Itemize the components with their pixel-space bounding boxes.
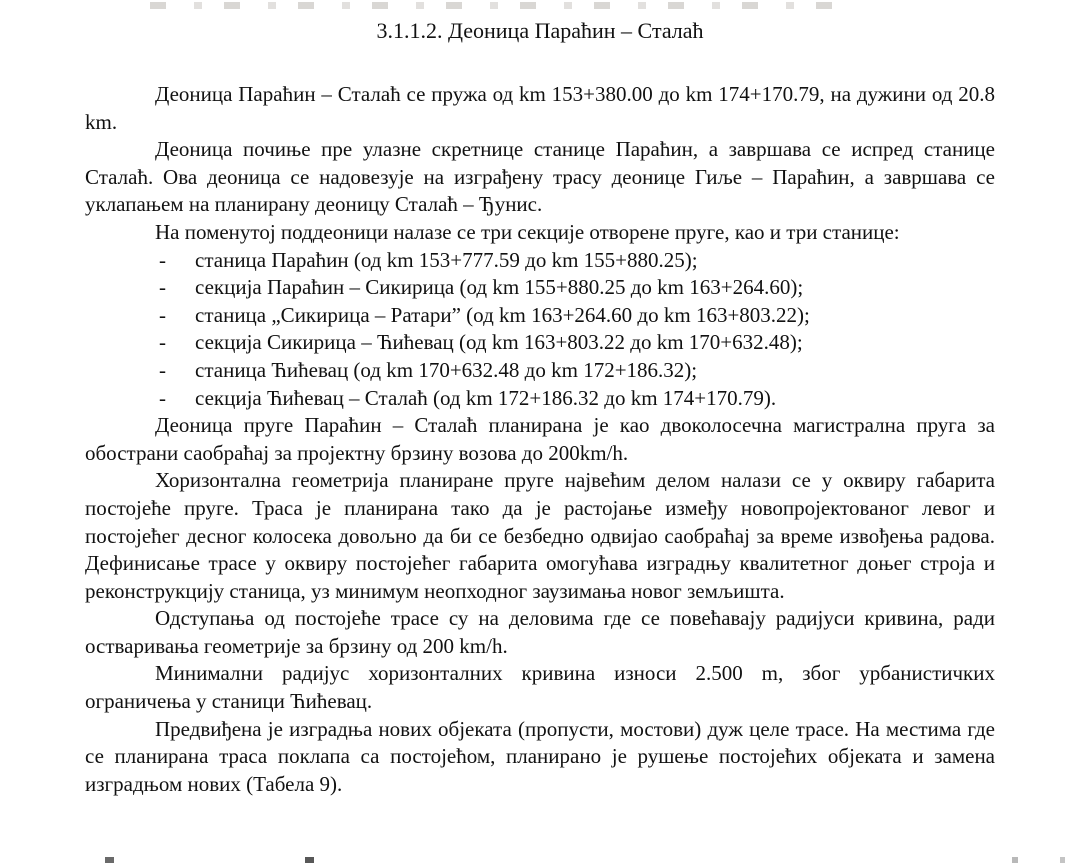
list-item-marker: - (159, 385, 166, 410)
list-item (159, 385, 995, 413)
paragraph-intro-1: Деоница Параћин – Сталаћ се пружа од km 153+380.00 до km 174+170.79, на дужини од 20.8 km. (85, 82, 995, 134)
paragraph-intro-3: На поменутој поддеоници налазе се три секције отворене пруге, као и три станице: (155, 219, 900, 244)
paragraph-body-1: Деоница пруге Параћин – Сталаћ планирана је као двоколосечна магистрална пруга за обострани саобраћај за пројектну брзину возова до 200km/h. (85, 413, 995, 465)
cropped-text-remnant-bottom (0, 857, 1080, 863)
list-item (159, 302, 995, 330)
paragraph-body-3: Одступања од постојеће трасе су на деловима где се повећавају радијуси кривина, ради остваривања геометрије за брзину од 200 km/h. (85, 606, 995, 658)
list-item-marker: - (159, 275, 166, 300)
text-speck (105, 857, 114, 863)
list-item-marker: - (159, 330, 166, 355)
list-item (159, 274, 995, 302)
paragraph-intro-2: Деоница почиње пре улазне скретнице станице Параћин, а завршава се испред станице Сталаћ. Ова деоница се надовезује на изграђену трасу деонице Гиље – Параћин, а завршава се уклапањем на планирану деоницу Сталаћ – Ђунис. (85, 137, 995, 217)
text-speck (1012, 857, 1018, 863)
list-item-marker: - (159, 357, 166, 382)
list-item (159, 357, 995, 385)
paragraph-body-2: Хоризонтална геометрија планиране пруге највећим делом налази се у оквиру габарита постојеће пруге. Траса је планирана тако да је растојање између новопројектованог левог и постојећег десног колосека довољно да би се безбедно одвијао саобраћај за време извођења радова. Дефинисање трасе у оквиру постојећег габарита омогућава изградњу квалитетног доњег строја и реконструкцију станица, уз минимум неопходног заузимања новог земљишта. (85, 468, 995, 603)
document-content (85, 0, 995, 798)
list-item-marker: - (159, 302, 166, 327)
paragraph-body-5: Предвиђена је изградња нових објеката (пропусти, мостови) дуж целе трасе. На местима где се планирана траса поклапа са постојећом, планирано је рушење постојећих објеката и замена изградњом нових (Табела 9). (85, 716, 995, 796)
station-section-list (85, 247, 995, 413)
text-speck (305, 857, 314, 863)
list-item-text: секција Сикирица – Ћићевац (од km 163+803.22 до km 170+632.48); (195, 330, 803, 355)
list-item-text: станица Ћићевац (од km 170+632.48 до km 172+186.32); (195, 357, 698, 382)
list-item-text: секција Ћићевац – Сталаћ (од km 172+186.32 до km 174+170.79). (195, 385, 777, 410)
text-speck (1060, 857, 1065, 863)
list-item-marker: - (159, 247, 166, 272)
list-item-text: станица „Сикирица – Ратари” (од km 163+264.60 до km 163+803.22); (195, 302, 810, 327)
paragraph-body-4: Минимални радијус хоризонталних кривина износи 2.500 m, због урбанистичких ограничења у станици Ћићевац. (85, 661, 995, 714)
list-item (159, 329, 995, 357)
list-item (159, 247, 995, 275)
list-item-text: станица Параћин (од km 153+777.59 до km 155+880.25); (195, 247, 698, 272)
section-heading: 3.1.1.2. Деоница Параћин – Сталаћ (376, 18, 704, 43)
list-item-text: секција Параћин – Сикирица (од km 155+880.25 до km 163+264.60); (195, 275, 804, 300)
